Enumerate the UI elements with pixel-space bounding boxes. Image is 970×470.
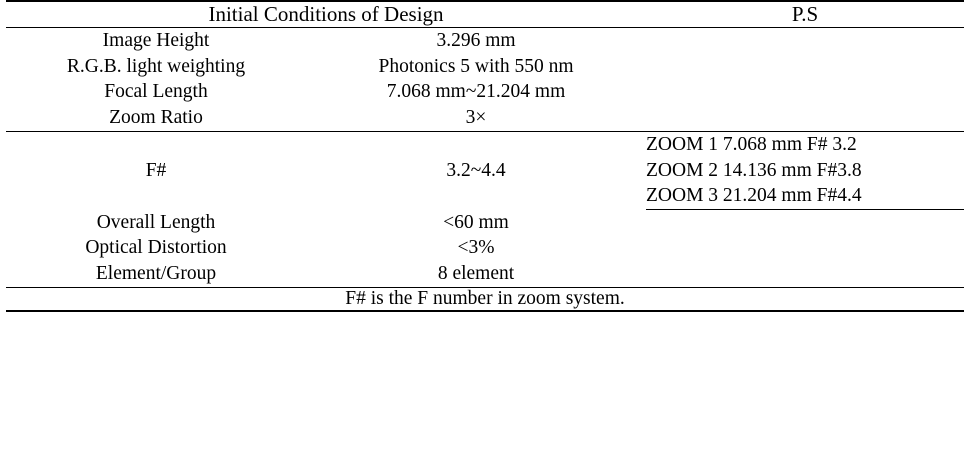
fnumber-row-1 xyxy=(6,131,964,157)
row-ps xyxy=(646,28,964,54)
row-label: Element/Group xyxy=(6,261,306,287)
fnumber-ps-line: ZOOM 3 21.204 mm F#4.4 xyxy=(646,183,964,209)
row-value: 3× xyxy=(306,105,646,131)
row-label: R.G.B. light weighting xyxy=(66,55,246,77)
header-initial-conditions: Initial Conditions of Design xyxy=(6,1,646,28)
row-ps xyxy=(646,235,964,261)
footnote-row xyxy=(6,287,964,311)
row-label: Overall Length xyxy=(96,211,216,233)
fnumber-ps-line: ZOOM 1 7.068 mm F# 3.2 xyxy=(646,133,857,155)
row-value: <60 mm xyxy=(443,211,509,233)
row-value: 7.068 mm~21.204 mm xyxy=(386,81,566,103)
row-ps xyxy=(646,210,964,236)
row-ps xyxy=(646,105,964,131)
header-ps: P.S xyxy=(646,1,964,28)
row-value: 3.296 mm xyxy=(436,30,516,51)
row-label: Zoom Ratio xyxy=(6,105,306,131)
fnumber-ps-line: ZOOM 2 14.136 mm F#3.8 xyxy=(646,159,862,181)
row-value: 8 element xyxy=(306,261,646,287)
table-footnote: F# is the F number in zoom system. xyxy=(6,287,964,311)
table-row xyxy=(6,261,964,287)
row-ps xyxy=(646,79,964,105)
table-header-row xyxy=(6,1,964,28)
row-value: <3% xyxy=(457,237,495,259)
row-label: Optical Distortion xyxy=(85,237,227,259)
row-ps xyxy=(646,54,964,80)
row-label: Image Height xyxy=(102,30,210,51)
fnumber-value: 3.2~4.4 xyxy=(446,159,506,181)
fnumber-label: F# xyxy=(145,159,167,181)
row-label: Focal Length xyxy=(104,81,208,103)
row-value: Photonics 5 with 550 nm xyxy=(378,55,574,77)
table-row xyxy=(6,210,964,236)
table-row xyxy=(6,105,964,131)
table-row xyxy=(6,79,964,105)
table-row xyxy=(6,28,964,54)
row-ps xyxy=(646,261,964,287)
design-conditions-table xyxy=(6,0,964,312)
table-row xyxy=(6,54,964,80)
table-row xyxy=(6,235,964,261)
